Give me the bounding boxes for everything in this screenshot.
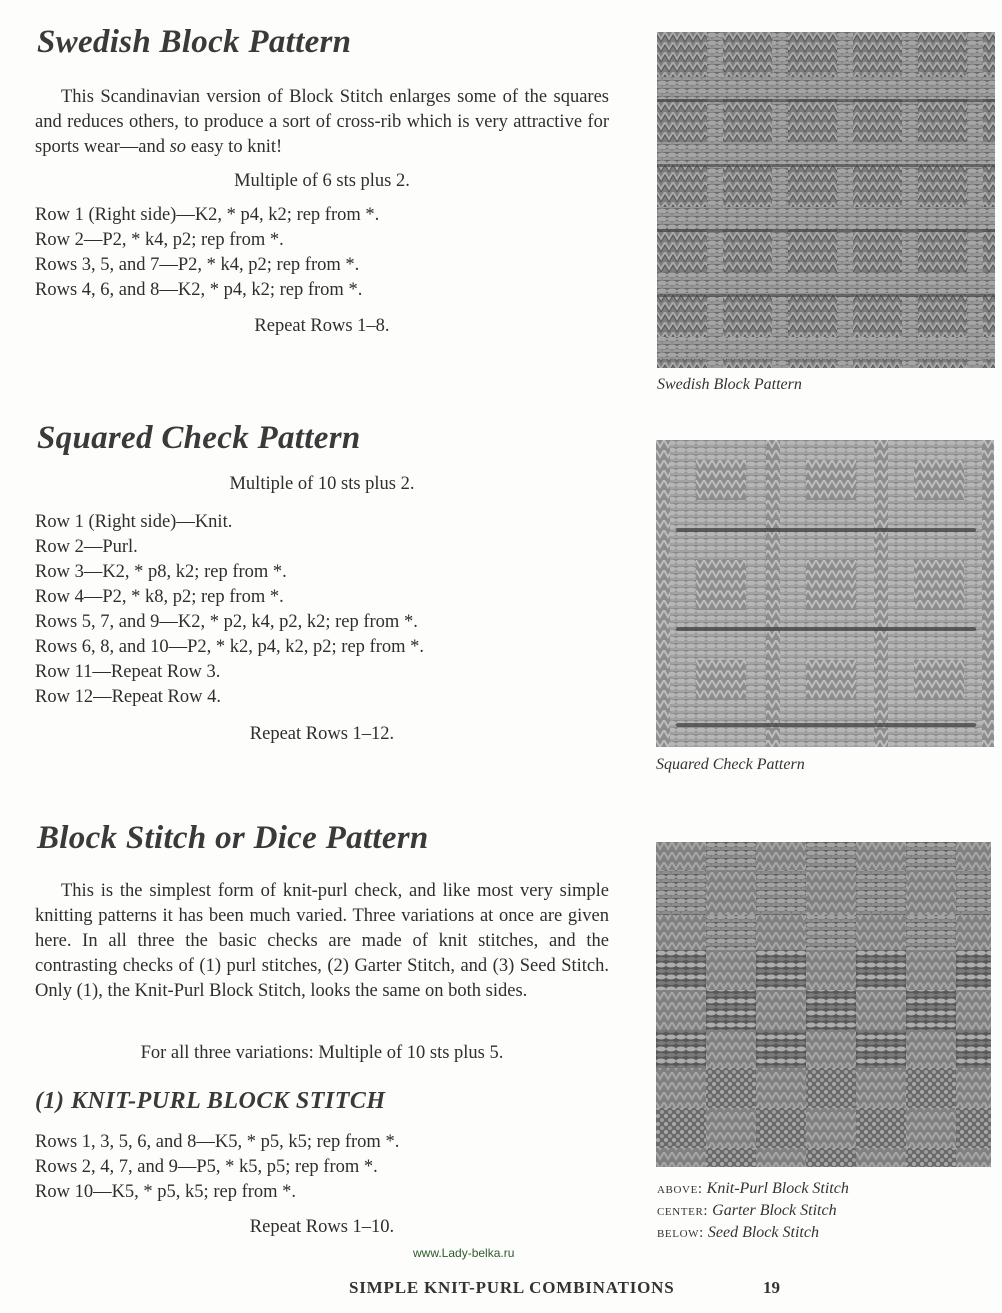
row-instruction: Rows 1, 3, 5, 6, and 8—K5, * p5, k5; rep from *. <box>35 1132 400 1152</box>
repeat-instruction: Repeat Rows 1–10. <box>249 1217 395 1237</box>
image-caption-swedish-block: Swedish Block Pattern <box>657 376 802 393</box>
row-instruction: Row 1 (Right side)—K2, * p4, k2; rep from *. <box>35 205 380 225</box>
row-instruction: Rows 5, 7, and 9—K2, * p2, k4, p2, k2; rep from *. <box>35 612 418 632</box>
section-intro-block-stitch: This is the simplest form of knit-purl check, and like most very simple knitting patterns it has been much varied. Three variations at once are given here. In all three the basic checks are made of knit stitches, and the contrasting checks of (1) purl stitches, (2) Garter Stitch, and (3) Seed Stitch. Only (1), the Knit-Purl Block Stitch, looks the same on both sides. <box>35 881 609 1001</box>
swatch-photo-squared-check <box>656 440 994 747</box>
swatch-photo-block-stitch <box>656 842 991 1167</box>
running-footer-title: SIMPLE KNIT-PURL COMBINATIONS <box>349 1278 675 1297</box>
stitch-multiple: Multiple of 10 sts plus 2. <box>229 474 415 494</box>
caption-text: Seed Block Stitch <box>707 1224 819 1241</box>
section-title-block-stitch: Block Stitch or Dice Pattern <box>37 820 429 856</box>
row-instruction: Row 1 (Right side)—Knit. <box>35 512 233 532</box>
image-caption-squared-check: Squared Check Pattern <box>656 756 805 773</box>
caption-position-label: below: <box>657 1225 704 1241</box>
intro-emphasis: so <box>169 137 187 157</box>
caption-text: Knit-Purl Block Stitch <box>706 1180 849 1197</box>
section-title-squared-check: Squared Check Pattern <box>37 420 361 456</box>
row-instruction: Rows 6, 8, and 10—P2, * k2, p4, k2, p2; rep from *. <box>35 637 424 657</box>
intro-text: This Scandinavian version of Block Stitch enlarges some of the squares and reduces others, to produce a sort of cross-rib which is very attractive for sports wear—and <box>35 87 609 157</box>
swatch-photo-swedish-block <box>657 32 995 368</box>
caption-position-label: center: <box>657 1203 709 1219</box>
subsection-title-knit-purl-block: (1) KNIT-PURL BLOCK STITCH <box>35 1088 386 1114</box>
row-instruction: Rows 3, 5, and 7—P2, * k4, p2; rep from *. <box>35 255 360 275</box>
row-instruction: Rows 2, 4, 7, and 9—P5, * k5, p5; rep from *. <box>35 1157 378 1177</box>
knit-texture-image <box>656 842 991 1167</box>
knit-texture-image <box>657 32 995 368</box>
row-instruction: Row 4—P2, * k8, p2; rep from *. <box>35 587 284 607</box>
row-instructions <box>35 1130 399 1205</box>
stitch-multiple: For all three variations: Multiple of 10 sts plus 5. <box>140 1043 504 1063</box>
caption-text: Garter Block Stitch <box>712 1202 837 1219</box>
row-instruction: Row 12—Repeat Row 4. <box>35 687 222 707</box>
row-instruction: Row 2—Purl. <box>35 537 138 557</box>
section-intro-swedish-block <box>35 85 609 160</box>
section-title-swedish-block: Swedish Block Pattern <box>37 24 352 60</box>
row-instruction: Row 3—K2, * p8, k2; rep from *. <box>35 562 287 582</box>
row-instruction: Row 11—Repeat Row 3. <box>35 662 221 682</box>
row-instructions <box>35 203 379 303</box>
repeat-instruction: Repeat Rows 1–8. <box>254 316 390 336</box>
caption-line-center <box>657 1200 849 1222</box>
caption-position-label: above: <box>657 1181 703 1197</box>
row-instruction: Row 2—P2, * k4, p2; rep from *. <box>35 230 284 250</box>
caption-line-above <box>657 1178 849 1200</box>
stitch-multiple: Multiple of 6 sts plus 2. <box>234 171 410 191</box>
row-instructions <box>35 510 424 710</box>
knit-texture-image <box>656 440 994 747</box>
page-number: 19 <box>763 1278 780 1297</box>
caption-line-below <box>657 1222 849 1244</box>
row-instruction: Rows 4, 6, and 8—K2, * p4, k2; rep from *. <box>35 280 363 300</box>
intro-text-end: easy to knit! <box>186 137 283 157</box>
watermark-link[interactable]: www.Lady-belka.ru <box>413 1246 515 1260</box>
repeat-instruction: Repeat Rows 1–12. <box>249 724 395 744</box>
image-caption-block-stitch <box>657 1178 849 1244</box>
row-instruction: Row 10—K5, * p5, k5; rep from *. <box>35 1182 297 1202</box>
